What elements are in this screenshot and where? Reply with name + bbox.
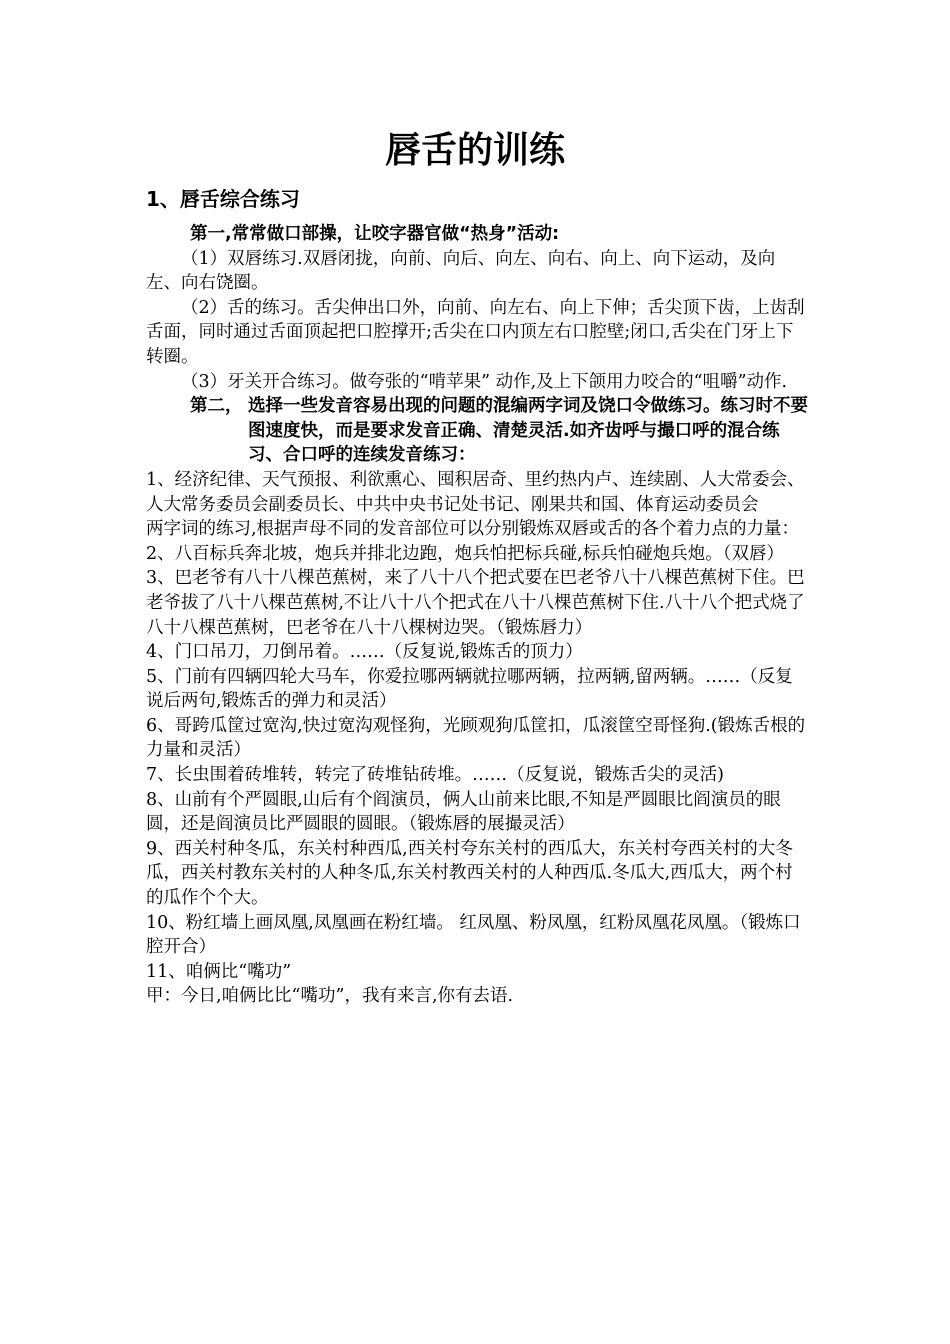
subsection-heading-first: 第一,常常做口部操，让咬字器官做“热身”活动: [190,224,560,244]
exercise-paragraph: 10、粉红墙上画凤凰,凤凰画在粉红墙。 红凤凰、粉凤凰，红粉凤凰花凤凰。（锻炼口腔开合） [146,912,801,958]
page-title: 唇舌的训练 [384,130,565,171]
exercise-paragraph: 2、八百标兵奔北坡，炮兵并排北边跑，炮兵怕把标兵碰,标兵怕碰炮兵炮。（双唇） [146,543,784,564]
section-heading: 1、唇舌综合练习 [146,187,300,211]
exercise-paragraph: 4、门口吊刀，刀倒吊着。……（反复说,锻炼舌的顶力） [146,642,583,663]
exercise-paragraph: 11、咱俩比“嘴功” [146,961,292,982]
paragraph-item-2: （2）舌的练习。舌尖伸出口外，向前、向左右、向上下伸；舌尖顶下齿，上齿刮舌面，同时通过舌面顶起把口腔撑开;舌尖在口内顶左右口腔壁;闭口,舌尖在门牙上下转圈。 [146,297,805,367]
paragraph-item-3: （3）牙关开合练习。做夸张的“啃苹果” 动作,及上下颌用力咬合的“咀嚼”动作. [181,371,788,392]
exercise-paragraph: 1、经济纪律、天气预报、利欲熏心、囤积居奇、里约热内卢、连续剧、人大常委会、人大常务委员会副委员长、中共中央书记处书记、刚果共和国、体育运动委员会 [146,469,805,515]
exercise-paragraph: 3、巴老爷有八十八棵芭蕉树，来了八十八个把式要在巴老爷八十八棵芭蕉树下住。巴老爷拔了八十八棵芭蕉树,不让八十八个把式在八十八棵芭蕉树下住.八十八个把式烧了八十八棵芭蕉树，巴老爷在八十八棵树边哭。（锻炼唇力） [146,568,805,638]
exercise-paragraph: 5、门前有四辆四轮大马车，你爱拉哪两辆就拉哪两辆，拉两辆,留两辆。……（反复说后两句,锻炼舌的弹力和灵活） [146,666,793,712]
exercise-paragraph: 7、长虫围着砖堆转，转完了砖堆钻砖堆。……（反复说，锻炼舌尖的灵活) [146,765,724,786]
document-body [146,222,810,1009]
subsection-heading-second [146,394,810,468]
exercise-paragraph: 9、西关村种冬瓜，东关村种西瓜,西关村夸东关村的西瓜大，东关村夸西关村的大冬瓜，西关村教东关村的人种冬瓜,东关村教西关村的人种西瓜.冬瓜大,西瓜大，两个村的瓜作个个大。 [146,838,793,909]
exercise-paragraph: 甲：今日,咱俩比比“嘴功”，我有来言,你有去语. [146,986,514,1007]
paragraph-item-1: （1）双唇练习.双唇闭拢，向前、向后、向左、向右、向上、向下运动，及向左、向右饶圈。 [146,248,776,294]
second-label: 第二， [190,396,243,417]
second-text: 选择一些发音容易出现的问题的混编两字词及饶口令做练习。练习时不要图速度快，而是要求发音正确、清楚灵活.如齐齿呼与撮口呼的混合练习、合口呼的连续发音练习： [248,396,808,466]
exercise-paragraph: 两字词的练习,根据声母不同的发音部位可以分别锻炼双唇或舌的各个着力点的力量： [146,519,800,540]
exercise-paragraph: 8、山前有个严圆眼,山后有个阎演员，俩人山前来比眼,不知是严圆眼比阎演员的眼圆，还是阎演员比严圆眼的圆眼。（锻炼唇的展撮灵活） [146,789,781,835]
exercise-paragraph: 6、哥跨瓜筐过宽沟,快过宽沟观怪狗，光顾观狗瓜筐扣，瓜滚筐空哥怪狗.(锻炼舌根的力量和灵活） [146,715,806,761]
